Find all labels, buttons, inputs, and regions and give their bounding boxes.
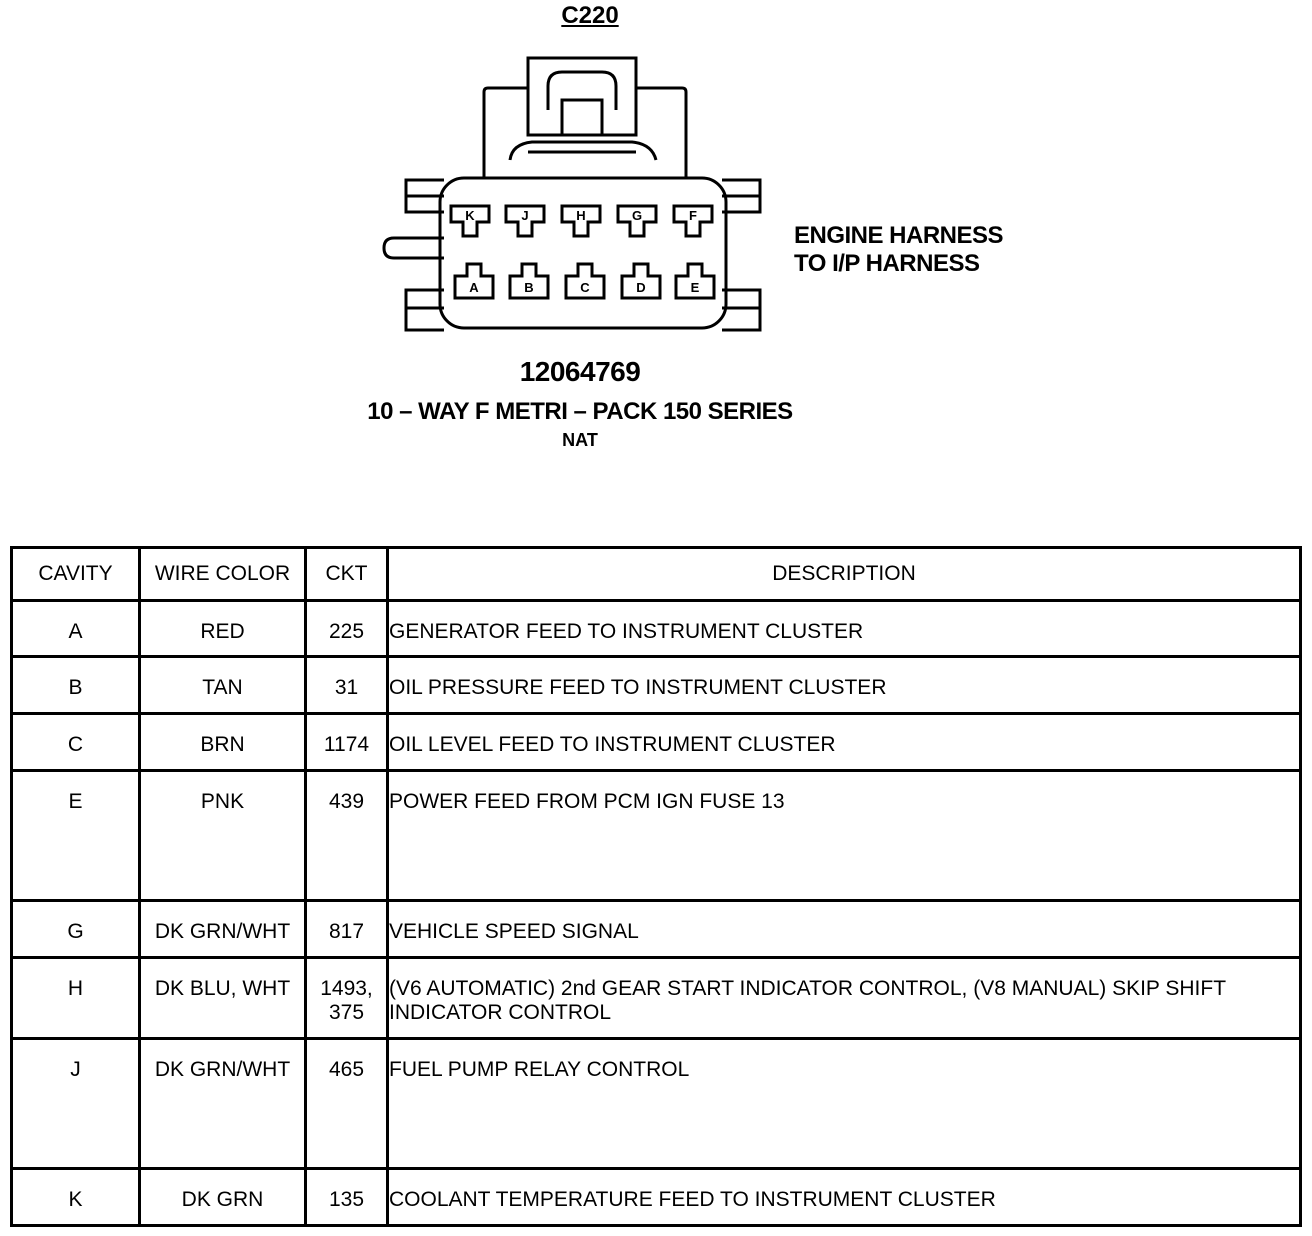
cavity-label-g: G: [631, 208, 643, 223]
cell-description: POWER FEED FROM PCM IGN FUSE 13: [388, 771, 1301, 901]
cell-wire-color: DK BLU, WHT: [140, 958, 306, 1039]
harness-label-line1: ENGINE HARNESS: [794, 222, 1004, 249]
cavity-label-d: D: [636, 280, 646, 295]
cavity-label-f: F: [689, 208, 697, 223]
cell-cavity: E: [12, 771, 140, 901]
header-description: DESCRIPTION: [388, 548, 1301, 601]
cavity-label-b: B: [524, 280, 534, 295]
cell-description: OIL PRESSURE FEED TO INSTRUMENT CLUSTER: [388, 657, 1301, 714]
cell-description: OIL LEVEL FEED TO INSTRUMENT CLUSTER: [388, 714, 1301, 771]
table-row: [12, 958, 1301, 1039]
connector-drawing: [370, 40, 770, 340]
part-number: 12064769: [519, 356, 641, 387]
cell-ckt: 817: [306, 901, 388, 958]
cavity-label-c: C: [580, 280, 590, 295]
connector-body: [440, 178, 726, 328]
table-row: [12, 901, 1301, 958]
part-description: 10 – WAY F METRI – PACK 150 SERIES: [367, 398, 793, 425]
table-row: [12, 1169, 1301, 1226]
cell-description: VEHICLE SPEED SIGNAL: [388, 901, 1301, 958]
cell-wire-color: PNK: [140, 771, 306, 901]
header-ckt: CKT: [306, 548, 388, 601]
cell-cavity: A: [12, 601, 140, 657]
cell-ckt: 465: [306, 1039, 388, 1169]
cavity-label-k: K: [465, 208, 475, 223]
cell-ckt: 135: [306, 1169, 388, 1226]
table-row: [12, 714, 1301, 771]
cell-description: COOLANT TEMPERATURE FEED TO INSTRUMENT CLUSTER: [388, 1169, 1301, 1226]
harness-label-line2: TO I/P HARNESS: [794, 250, 980, 277]
cell-cavity: K: [12, 1169, 140, 1226]
cavity-table: [10, 546, 1302, 1227]
cell-description: GENERATOR FEED TO INSTRUMENT CLUSTER: [388, 601, 1301, 657]
cell-wire-color: BRN: [140, 714, 306, 771]
harness-label: [794, 222, 1003, 278]
connector-id: C220: [561, 2, 619, 29]
cell-wire-color: DK GRN/WHT: [140, 901, 306, 958]
table-row: [12, 1039, 1301, 1169]
header-cavity: CAVITY: [12, 548, 140, 601]
connector-latch: [528, 58, 636, 135]
cell-ckt: 225: [306, 601, 388, 657]
cell-ckt: 31: [306, 657, 388, 714]
cell-description: (V6 AUTOMATIC) 2nd GEAR START INDICATOR CONTROL, (V8 MANUAL) SKIP SHIFT INDICATOR CONTROL: [388, 958, 1301, 1039]
cavity-label-h: H: [576, 208, 586, 223]
cavity-label-j: J: [521, 208, 529, 223]
table-row: [12, 771, 1301, 901]
cell-wire-color: DK GRN: [140, 1169, 306, 1226]
table-header-row: [12, 548, 1301, 601]
cell-cavity: G: [12, 901, 140, 958]
table-row: [12, 601, 1301, 657]
cavity-label-a: A: [469, 280, 479, 295]
cell-description: FUEL PUMP RELAY CONTROL: [388, 1039, 1301, 1169]
cell-wire-color: TAN: [140, 657, 306, 714]
cell-cavity: C: [12, 714, 140, 771]
cell-ckt: 439: [306, 771, 388, 901]
cell-cavity: H: [12, 958, 140, 1039]
cell-cavity: J: [12, 1039, 140, 1169]
cavity-label-e: E: [690, 280, 700, 295]
part-color: NAT: [562, 430, 598, 450]
table-row: [12, 657, 1301, 714]
cell-cavity: B: [12, 657, 140, 714]
cell-ckt: 1493, 375: [306, 958, 388, 1039]
cell-ckt: 1174: [306, 714, 388, 771]
header-wire-color: WIRE COLOR: [140, 548, 306, 601]
cell-wire-color: RED: [140, 601, 306, 657]
cell-wire-color: DK GRN/WHT: [140, 1039, 306, 1169]
